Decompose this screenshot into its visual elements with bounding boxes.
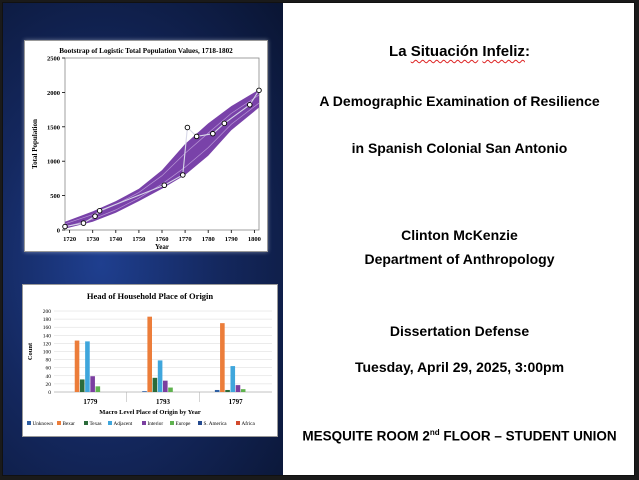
y-tick-label: 160 (42, 325, 51, 332)
legend-label: Texas (89, 421, 102, 427)
bar-interior (236, 385, 241, 392)
y-tick-label: 40 (45, 373, 51, 380)
legend-swatch (198, 421, 202, 425)
band-curve (65, 95, 259, 224)
slide (2, 2, 635, 476)
chart-title: Head of Household Place of Origin (86, 291, 214, 301)
observed-point (97, 208, 102, 213)
bar-bexar (220, 323, 225, 392)
category-label: 1779 (83, 398, 98, 406)
observed-point (93, 214, 98, 219)
y-tick-label: 180 (42, 317, 51, 324)
observed-point (180, 173, 185, 178)
left-panel (3, 3, 283, 476)
slide-title (283, 43, 635, 60)
origin-chart-svg (23, 285, 277, 436)
x-axis-label: Macro Level Place of Origin by Year (99, 409, 201, 416)
y-tick-label: 1500 (47, 124, 60, 132)
bar-adjacent (158, 360, 163, 392)
legend-label: Adjacent (113, 421, 133, 427)
location-part-1: MESQUITE ROOM 2 (302, 428, 430, 444)
y-tick-label: 2000 (47, 89, 60, 97)
subtitle-line-2: in Spanish Colonial San Antonio (351, 140, 568, 156)
bar-bexar (147, 317, 152, 392)
observed-point (247, 102, 252, 107)
y-tick-label: 200 (42, 309, 51, 315)
x-axis-label: Year (155, 243, 169, 251)
bar-texas (225, 390, 230, 392)
observed-point (185, 125, 190, 130)
y-tick-label: 20 (45, 381, 51, 388)
bar-interior (90, 376, 95, 392)
event-label: Dissertation Defense (389, 323, 530, 339)
subtitle-line-1: A Demographic Examination of Resilience (319, 93, 600, 109)
y-tick-label: 140 (42, 333, 51, 340)
category-label: 1797 (228, 398, 243, 406)
y-tick-label: 80 (45, 357, 51, 364)
title-word-1: La (389, 43, 407, 60)
event-date: Tuesday, April 29, 2025, 3:00pm (354, 359, 565, 375)
bar-europe (241, 389, 246, 392)
legend-label: Europe (175, 421, 191, 427)
observed-point (162, 183, 167, 188)
title-word-3: Infeliz (482, 43, 525, 60)
category-label: 1793 (156, 398, 170, 406)
author-department: Department of Anthropology (364, 251, 555, 267)
bar-unknown (142, 391, 147, 392)
observed-point (211, 131, 216, 136)
x-tick-label: 1750 (132, 236, 146, 243)
event-location (283, 428, 635, 444)
bar-texas (80, 379, 85, 392)
bootstrap-band (65, 90, 259, 229)
location-superscript: nd (429, 428, 440, 437)
x-tick-label: 1790 (224, 236, 238, 243)
chart-title: Bootstrap of Logistic Total Population Values, 1718-1802 (59, 47, 233, 55)
y-tick-label: 60 (45, 365, 51, 372)
bar-europe (168, 388, 173, 392)
observed-point (222, 121, 227, 126)
legend-label: Africa (241, 421, 255, 427)
population-chart-svg (25, 41, 267, 251)
origin-chart (22, 284, 278, 437)
x-tick-label: 1780 (201, 236, 215, 243)
bar-bexar (75, 341, 80, 392)
y-axis-label: Count (27, 342, 34, 361)
y-tick-label: 2500 (47, 55, 60, 63)
plot-area (65, 58, 259, 230)
right-panel (283, 3, 635, 476)
legend-label: Unknown (32, 421, 53, 427)
legend-label: Bexar (62, 421, 75, 427)
legend-swatch (57, 421, 61, 425)
y-tick-label: 120 (42, 341, 51, 348)
legend-swatch (236, 421, 240, 425)
bar-adjacent (230, 366, 235, 392)
title-colon: : (524, 43, 530, 60)
legend-label: S. America (203, 421, 227, 427)
x-tick-label: 1760 (155, 236, 169, 243)
bar-adjacent (85, 341, 90, 392)
y-tick-label: 100 (42, 349, 51, 356)
location-part-2: FLOOR – STUDENT UNION (439, 428, 617, 444)
bar-interior (163, 381, 168, 392)
y-tick-label: 0 (56, 227, 60, 235)
y-tick-label: 1000 (47, 158, 60, 166)
population-chart (24, 40, 268, 252)
observed-point (257, 88, 262, 93)
legend-swatch (142, 421, 146, 425)
author-name: Clinton McKenzie (401, 227, 518, 243)
legend-swatch (170, 421, 174, 425)
legend-swatch (27, 421, 31, 425)
observed-point (194, 134, 199, 139)
bar-europe (96, 386, 101, 392)
y-tick-label: 500 (50, 193, 60, 201)
x-tick-label: 1770 (178, 236, 192, 243)
bar-texas (153, 378, 158, 392)
y-axis-label: Total Population (31, 119, 39, 169)
x-tick-label: 1800 (247, 236, 261, 243)
bar-unknown (215, 390, 220, 392)
x-tick-label: 1720 (63, 236, 77, 243)
x-tick-label: 1740 (109, 236, 123, 243)
legend-swatch (108, 421, 112, 425)
legend-label: Interior (147, 421, 164, 427)
legend-swatch (84, 421, 88, 425)
observed-point (81, 221, 86, 226)
y-tick-label: 0 (48, 390, 51, 396)
x-tick-label: 1730 (86, 236, 100, 243)
observed-point (63, 224, 68, 229)
title-word-2: Situación (410, 43, 479, 60)
